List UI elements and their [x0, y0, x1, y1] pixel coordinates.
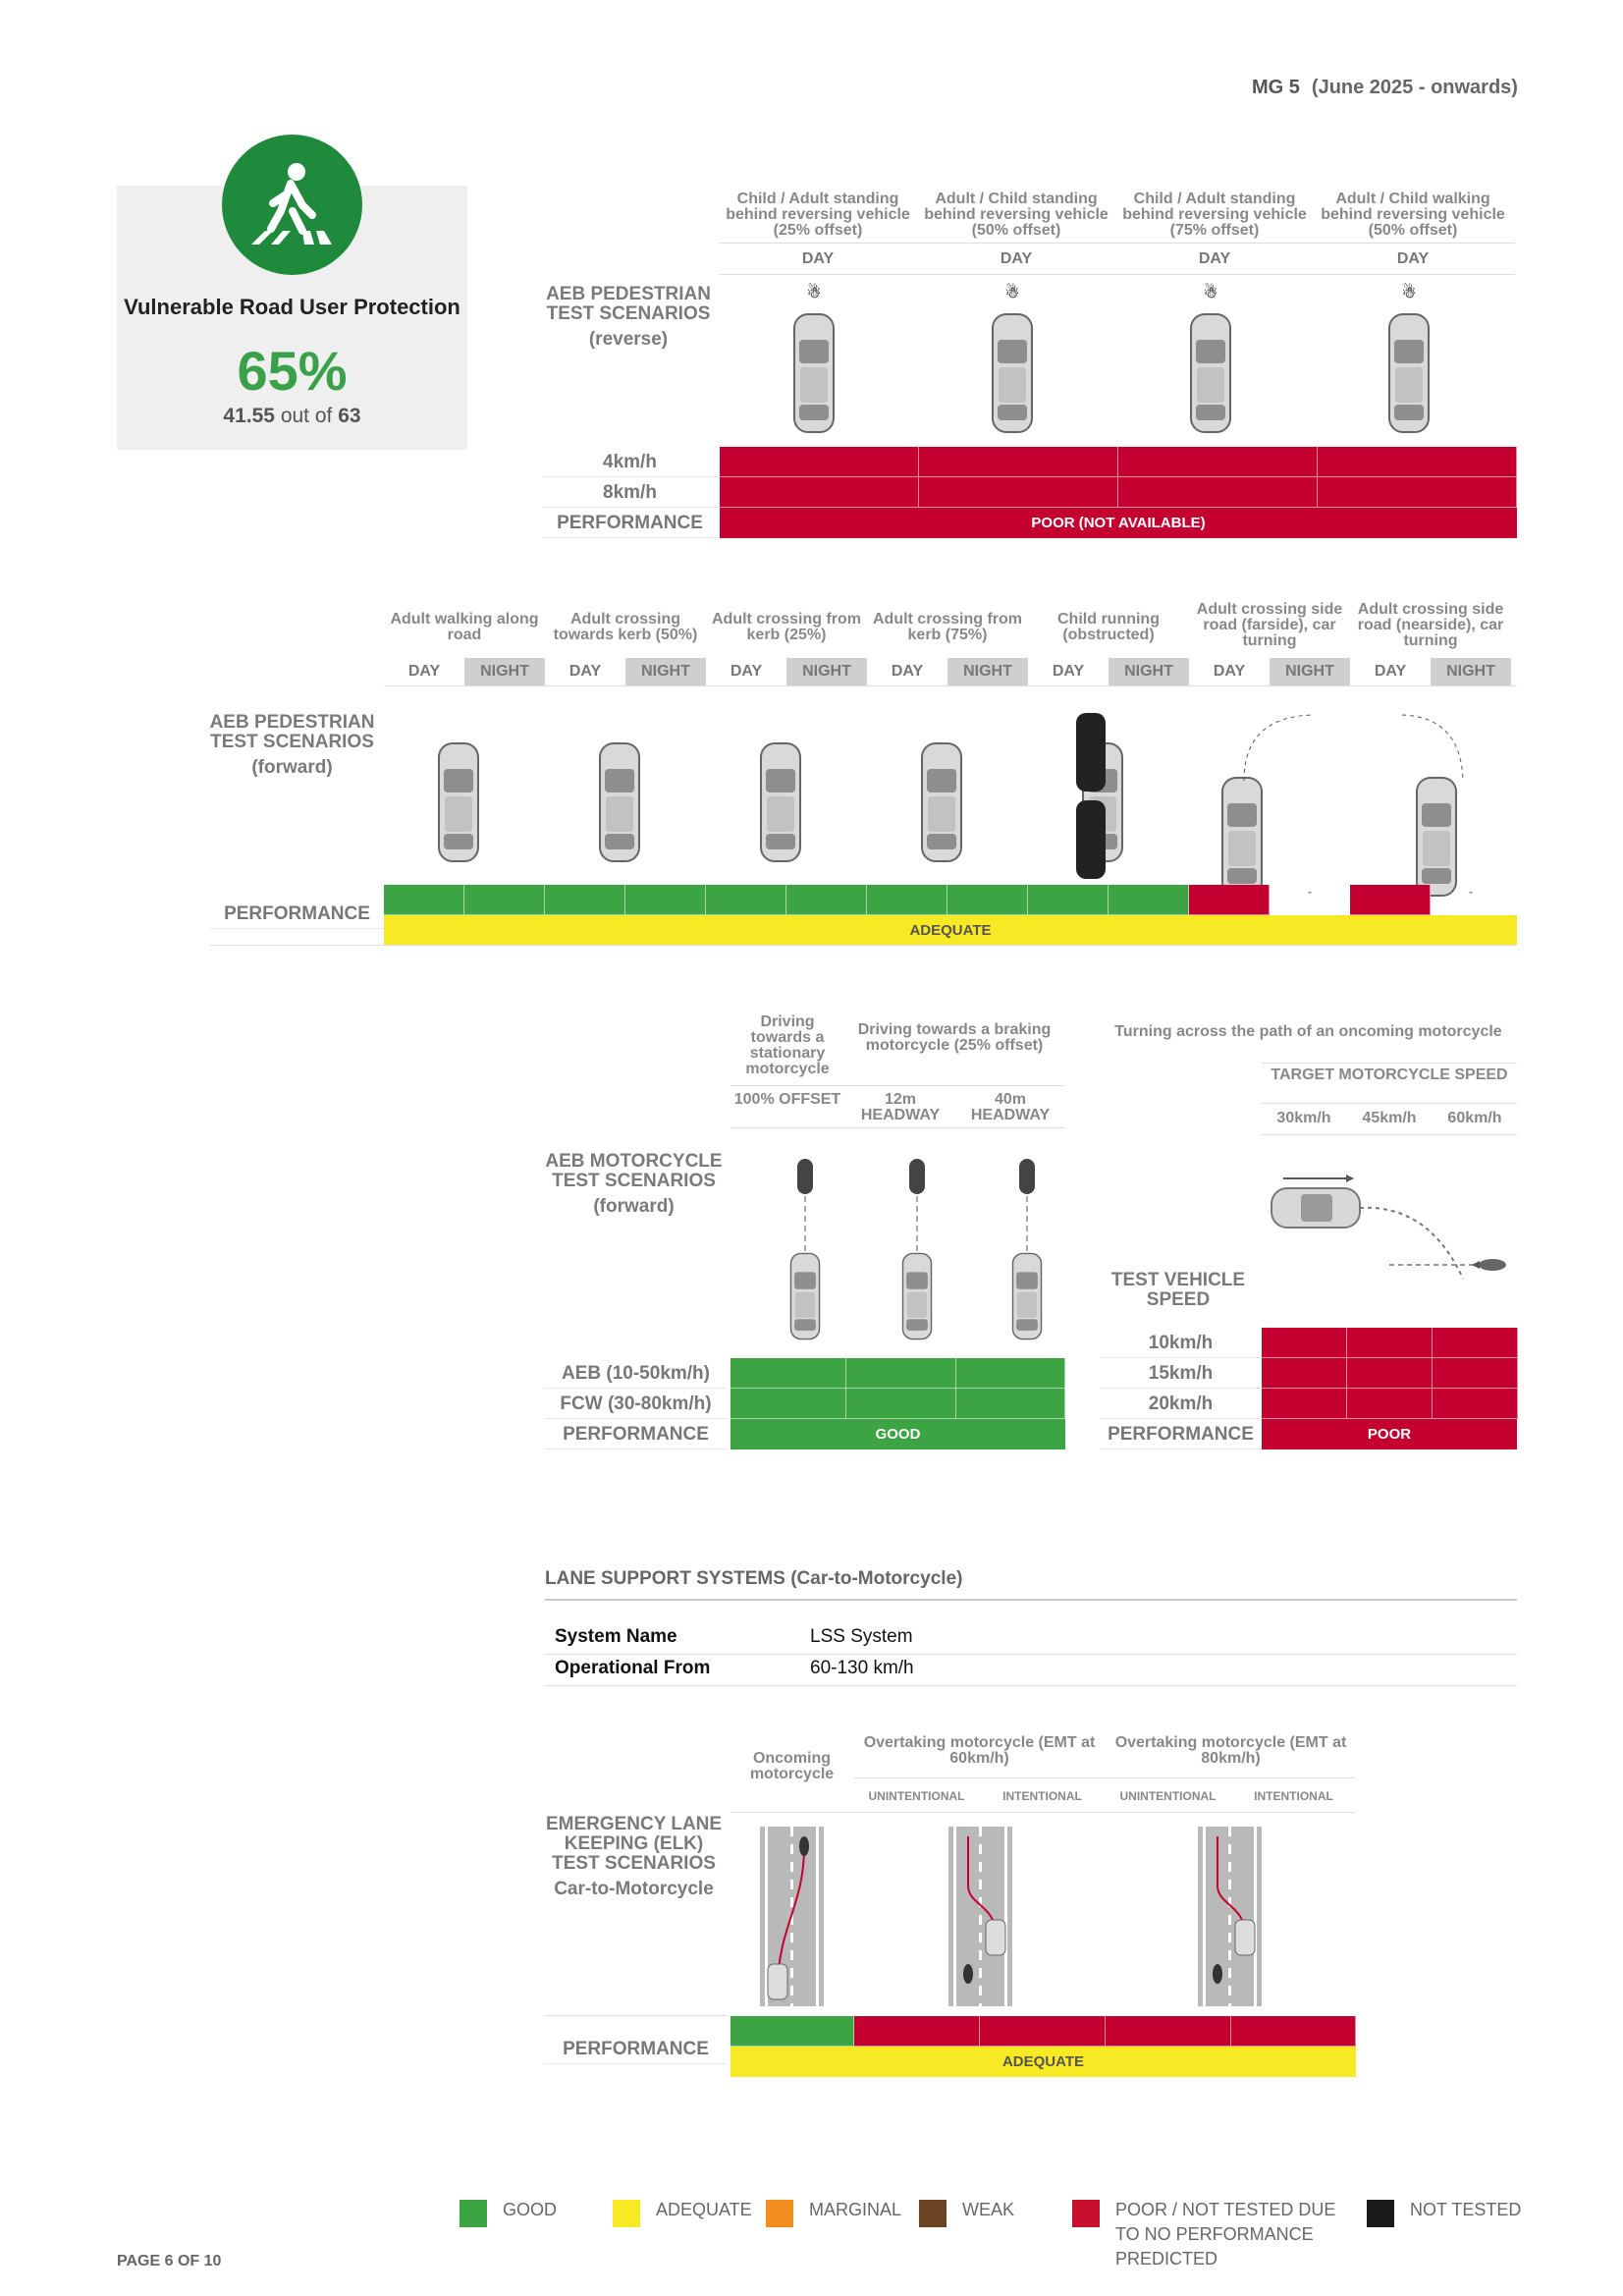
- model-period: (June 2025 - onwards): [1311, 77, 1518, 98]
- forward-night-7: NIGHT: [1431, 658, 1511, 685]
- reverse-pedestrian-icon-4: ☃: [1401, 285, 1417, 301]
- reverse-row-8kmh: 8km/h: [543, 477, 717, 508]
- forward-cell: [545, 885, 625, 915]
- turn-row-15: 15km/h: [1100, 1358, 1262, 1389]
- reverse-cell: [720, 477, 919, 508]
- forward-cell-dash: -: [1469, 885, 1473, 899]
- moto-cell: [730, 1358, 846, 1389]
- moto-cell: [956, 1389, 1065, 1419]
- forward-car-7: [1414, 776, 1459, 898]
- forward-col-3: Adult crossing from kerb (25%): [711, 611, 861, 643]
- elk-road-3: [1198, 1827, 1262, 2006]
- moto-col-1: Driving towards a stationary motorcycle: [745, 1013, 830, 1077]
- elk-col-1: Oncoming motorcycle: [749, 1750, 835, 1782]
- reverse-cell: [1318, 477, 1517, 508]
- legend-swatch-marginal: [766, 2200, 793, 2227]
- forward-car-2: [597, 741, 642, 863]
- forward-day-2: DAY: [568, 663, 602, 680]
- elk-cell-5: [1231, 2016, 1356, 2047]
- legend-adequate: ADEQUATE: [656, 2200, 752, 2219]
- moto-performance-label: PERFORMANCE: [545, 1419, 727, 1449]
- nearside-turn-path: [1392, 707, 1481, 791]
- forward-performance-label: PERFORMANCE: [210, 899, 384, 929]
- reverse-car-1: [791, 312, 837, 434]
- score-percent: 65%: [237, 340, 348, 402]
- lss-title: LANE SUPPORT SYSTEMS (Car-to-Motorcycle): [545, 1568, 963, 1589]
- elk-performance-label: PERFORMANCE: [545, 2034, 727, 2064]
- reverse-performance-bar: POOR (NOT AVAILABLE): [720, 508, 1517, 538]
- lss-system-name: LSS System: [810, 1626, 913, 1647]
- forward-cell-dash: -: [1308, 885, 1312, 899]
- turn-scenario-diagram: [1262, 1175, 1517, 1307]
- moto-sub-2: 12m HEADWAY: [860, 1091, 941, 1123]
- reverse-performance-label: PERFORMANCE: [543, 508, 717, 538]
- forward-car-6: [1219, 776, 1265, 898]
- turn-cell: [1262, 1389, 1347, 1419]
- turn-speed-45: 45km/h: [1362, 1110, 1417, 1126]
- legend-weak: WEAK: [962, 2200, 1015, 2219]
- forward-cell: [706, 885, 786, 915]
- motorcycle-side-title: AEB MOTORCYCLE TEST SCENARIOS (forward): [545, 1151, 723, 1217]
- reverse-day-2: DAY: [1000, 250, 1033, 267]
- lss-system-name-label: System Name: [555, 1626, 677, 1647]
- elk-side-title: EMERGENCY LANE KEEPING (ELK) TEST SCENARIOS Car-to-Motorcycle: [545, 1814, 723, 1899]
- elk-unintentional-1: UNINTENTIONAL: [868, 1789, 965, 1803]
- forward-day-3: DAY: [730, 663, 763, 680]
- reverse-col-2: Adult / Child standing behind reversing vehicle (50% offset): [924, 191, 1109, 239]
- moto-col-2: Driving towards a braking motorcycle (25% offset): [857, 1021, 1052, 1054]
- elk-performance-bar: ADEQUATE: [730, 2047, 1356, 2077]
- reverse-car-4: [1386, 312, 1432, 434]
- moto-car-2: [899, 1252, 935, 1340]
- elk-cell-1: [730, 2016, 854, 2047]
- legend-swatch-weak: [919, 2200, 947, 2227]
- forward-day-1: DAY: [407, 663, 441, 680]
- reverse-cell: [1118, 477, 1318, 508]
- moto-cell: [956, 1358, 1065, 1389]
- forward-cell: [947, 885, 1028, 915]
- reverse-cell: [919, 477, 1118, 508]
- reverse-car-2: [990, 312, 1035, 434]
- elk-intentional-2: INTENTIONAL: [1254, 1789, 1333, 1803]
- moto-sub-3: 40m HEADWAY: [970, 1091, 1051, 1123]
- moto-cell: [846, 1389, 956, 1419]
- forward-col-5: Child running (obstructed): [1057, 611, 1160, 643]
- elk-road-2: [948, 1827, 1012, 2006]
- forward-day-7: DAY: [1374, 663, 1407, 680]
- lss-operational: 60-130 km/h: [810, 1658, 914, 1678]
- motorcycle-icon-2: [909, 1159, 925, 1194]
- reverse-col-4: Adult / Child walking behind reversing vehicle (50% offset): [1321, 191, 1505, 239]
- forward-col-7: Adult crossing side road (nearside), car turning: [1357, 601, 1504, 649]
- moto-sub-1: 100% OFFSET: [733, 1091, 841, 1108]
- turn-cell: [1347, 1328, 1433, 1358]
- farside-turn-path: [1239, 707, 1327, 791]
- forward-day-4: DAY: [891, 663, 924, 680]
- forward-cell: [1028, 885, 1109, 915]
- score-points: 41.55 out of 63: [223, 405, 361, 427]
- moto-path-1: [804, 1196, 806, 1251]
- reverse-side-title: AEB PEDESTRIAN TEST SCENARIOS (reverse): [546, 284, 711, 350]
- moto-row-fcw: FCW (30-80km/h): [545, 1389, 727, 1419]
- reverse-pedestrian-icon-1: ☃: [806, 285, 822, 301]
- legend-poor: POOR / NOT TESTED DUE TO NO PERFORMANCE PREDICTED: [1115, 2200, 1336, 2269]
- moto-row-aeb: AEB (10-50km/h): [545, 1358, 727, 1389]
- forward-day-5: DAY: [1052, 663, 1085, 680]
- moto-performance-bar: GOOD: [730, 1419, 1065, 1449]
- elk-unintentional-2: UNINTENTIONAL: [1119, 1789, 1217, 1803]
- forward-performance-bar: ADEQUATE: [384, 915, 1517, 946]
- moto-path-3: [1026, 1196, 1028, 1251]
- turn-speed-30: 30km/h: [1276, 1110, 1331, 1126]
- turn-row-10: 10km/h: [1100, 1328, 1262, 1358]
- reverse-pedestrian-icon-3: ☃: [1203, 285, 1218, 301]
- forward-night-3: NIGHT: [786, 658, 867, 685]
- reverse-cell: [720, 447, 919, 477]
- reverse-col-3: Child / Adult standing behind reversing vehicle (75% offset): [1122, 191, 1307, 239]
- turn-cell: [1347, 1358, 1433, 1389]
- turn-cell: [1347, 1389, 1433, 1419]
- legend-swatch-not-tested: [1367, 2200, 1394, 2227]
- forward-car-1: [436, 741, 481, 863]
- reverse-day-4: DAY: [1396, 250, 1430, 267]
- forward-cell: [1350, 885, 1431, 915]
- forward-col-4: Adult crossing from kerb (75%): [872, 611, 1022, 643]
- pedestrian-icon: [222, 135, 362, 275]
- motorcycle-icon-1: [797, 1159, 813, 1194]
- turn-cell: [1262, 1358, 1347, 1389]
- forward-cell: [464, 885, 545, 915]
- turn-performance-bar: POOR: [1262, 1419, 1517, 1449]
- reverse-day-3: DAY: [1198, 250, 1231, 267]
- moto-cell: [730, 1389, 846, 1419]
- page-header: [1252, 77, 1518, 99]
- elk-col-3: Overtaking motorcycle (EMT at 80km/h): [1114, 1734, 1347, 1767]
- forward-col-6: Adult crossing side road (farside), car turning: [1196, 601, 1343, 649]
- forward-night-4: NIGHT: [947, 658, 1028, 685]
- reverse-day-1: DAY: [801, 250, 835, 267]
- score-title: Vulnerable Road User Protection: [124, 295, 460, 319]
- test-vehicle-speed-label: TEST VEHICLE SPEED: [1110, 1270, 1246, 1310]
- forward-col-1: Adult walking along road: [390, 611, 539, 643]
- page-number: PAGE 6 OF 10: [117, 2253, 222, 2269]
- reverse-pedestrian-icon-2: ☃: [1004, 285, 1020, 301]
- forward-cell: [625, 885, 706, 915]
- reverse-col-1: Child / Adult standing behind reversing vehicle (25% offset): [726, 191, 910, 239]
- turn-performance-label: PERFORMANCE: [1100, 1419, 1262, 1449]
- forward-cell: [786, 885, 867, 915]
- motorcycle-icon-3: [1019, 1159, 1035, 1194]
- turn-cell: [1433, 1358, 1518, 1389]
- turn-cell: [1262, 1328, 1347, 1358]
- reverse-cell: [919, 447, 1118, 477]
- turn-cell: [1433, 1328, 1518, 1358]
- forward-bottom-line: [210, 945, 1517, 946]
- turn-speed-title: TARGET MOTORCYCLE SPEED: [1271, 1066, 1508, 1083]
- moto-cell: [846, 1358, 956, 1389]
- reverse-cell: [1318, 447, 1517, 477]
- legend-not-tested: NOT TESTED: [1410, 2200, 1522, 2219]
- forward-night-5: NIGHT: [1109, 658, 1189, 685]
- forward-cell: [1189, 885, 1270, 915]
- reverse-cell: [1118, 447, 1318, 477]
- turn-row-20: 20km/h: [1100, 1389, 1262, 1419]
- legend-marginal: MARGINAL: [809, 2200, 902, 2219]
- forward-car-4: [919, 741, 964, 863]
- forward-side-title: AEB PEDESTRIAN TEST SCENARIOS (forward): [209, 712, 375, 778]
- moto-path-2: [916, 1196, 918, 1251]
- forward-cell: [384, 885, 464, 915]
- elk-cell-4: [1106, 2016, 1231, 2047]
- forward-night-6: NIGHT: [1270, 658, 1350, 685]
- forward-col-2: Adult crossing towards kerb (50%): [553, 611, 698, 643]
- legend-swatch-good: [460, 2200, 487, 2227]
- forward-night-1: NIGHT: [464, 658, 545, 685]
- forward-car-3: [758, 741, 803, 863]
- legend-swatch-adequate: [613, 2200, 640, 2227]
- turn-title: Turning across the path of an oncoming motorcycle: [1114, 1023, 1502, 1040]
- moto-car-3: [1009, 1252, 1045, 1340]
- lss-operational-label: Operational From: [555, 1658, 711, 1678]
- elk-road-1: [760, 1827, 824, 2006]
- forward-divider: [384, 685, 1517, 686]
- elk-col-2: Overtaking motorcycle (EMT at 60km/h): [863, 1734, 1096, 1767]
- legend-swatch-poor: [1072, 2200, 1100, 2227]
- reverse-car-3: [1188, 312, 1233, 434]
- elk-cell-2: [854, 2016, 980, 2047]
- turn-speed-60: 60km/h: [1447, 1110, 1502, 1126]
- legend-good: GOOD: [503, 2200, 558, 2219]
- turn-cell: [1433, 1389, 1518, 1419]
- obstruction-car-2: [1076, 800, 1106, 879]
- reverse-row-4kmh: 4km/h: [543, 447, 717, 477]
- forward-night-2: NIGHT: [625, 658, 706, 685]
- forward-cell: [1109, 885, 1189, 915]
- elk-intentional-1: INTENTIONAL: [1002, 1789, 1082, 1803]
- forward-day-6: DAY: [1213, 663, 1246, 680]
- forward-cell: [867, 885, 947, 915]
- model-name: MG 5: [1252, 77, 1300, 98]
- moto-car-1: [787, 1252, 823, 1340]
- obstruction-car-1: [1076, 713, 1106, 792]
- elk-cell-3: [980, 2016, 1106, 2047]
